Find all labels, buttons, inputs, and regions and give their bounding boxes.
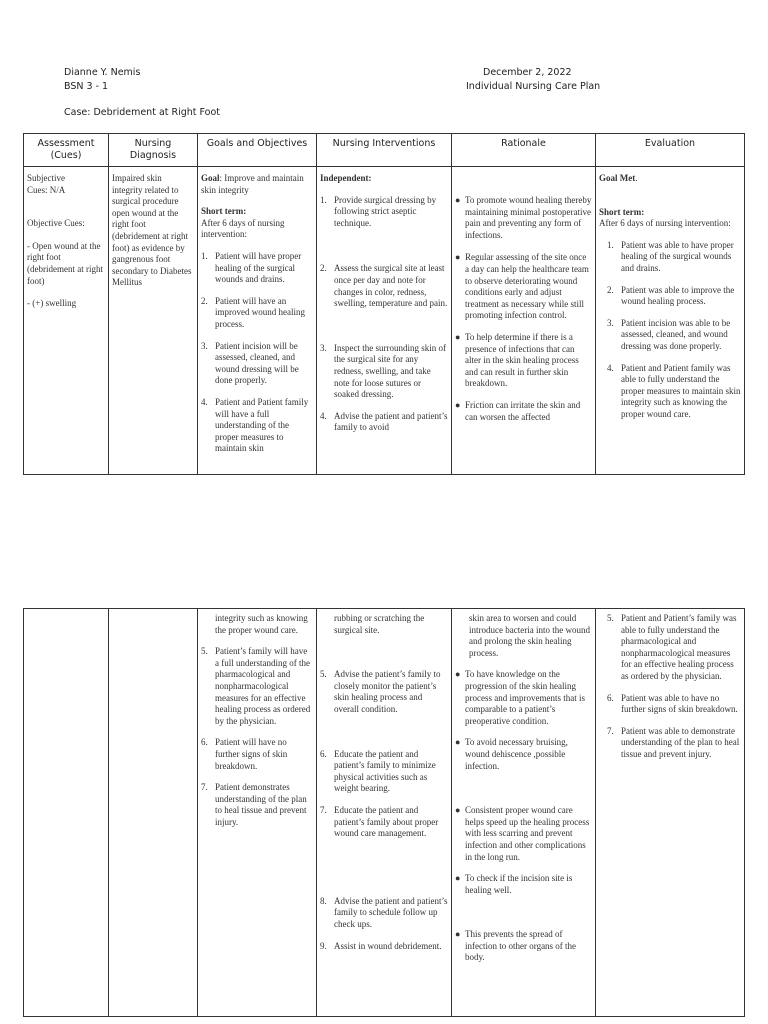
student-name: Dianne Y. Nemis <box>64 67 141 78</box>
interventions-cell-continued <box>317 609 452 1017</box>
item-number: 4. <box>201 396 208 407</box>
list-item <box>455 332 592 390</box>
rationale-cell <box>452 167 596 475</box>
subjective-cues: Subjective Cues: N/A <box>27 173 66 195</box>
bullet-icon: ● <box>455 195 461 205</box>
bullet-icon: ● <box>455 873 461 884</box>
item-text: Assist in wound debridement. <box>334 940 442 951</box>
item-text: To check if the incision site is healing well. <box>465 873 573 895</box>
list-item <box>201 341 313 387</box>
list-item <box>599 693 741 716</box>
item-number: 2. <box>607 284 614 295</box>
item-text: Advise the patient and patient’s family to avoid <box>334 410 448 433</box>
bullet-icon: ● <box>455 399 461 410</box>
evaluation-cell-continued <box>596 609 745 1017</box>
item-text: Patient will have an improved wound healing process. <box>215 295 305 329</box>
list-item <box>455 873 592 896</box>
table-row <box>24 167 745 475</box>
item-text: Consistent proper wound care helps speed up the healing process with less scarring and prevent infection and other complications in the long run. <box>465 805 590 862</box>
list-item <box>599 240 741 275</box>
document-title: Individual Nursing Care Plan <box>466 81 601 92</box>
item-text: To have knowledge on the progression of the skin healing process and improvements that is comparable to a patient’s preoperative condition. <box>465 669 585 726</box>
goal-statement <box>201 173 313 196</box>
item-number: 1. <box>320 194 327 205</box>
item-number: 5. <box>607 613 614 623</box>
list-item <box>201 782 313 828</box>
item-number: 2. <box>201 295 208 306</box>
objective-cue-swelling: - (+) swelling <box>27 298 77 309</box>
independent-label: Independent: <box>320 173 372 183</box>
list-item <box>599 363 741 421</box>
list-item <box>455 805 592 863</box>
item-text: Patient was able to have proper healing of the surgical wounds and drains. <box>621 239 734 273</box>
list-item <box>599 726 741 761</box>
list-item <box>455 669 592 727</box>
evaluation-cell <box>596 167 745 475</box>
list-item <box>320 805 448 840</box>
assessment-cell <box>24 167 109 475</box>
objective-cue-wound: - Open wound at the right foot (debridement at right foot) <box>27 240 103 286</box>
column-header-interventions: Nursing Interventions <box>317 134 452 167</box>
diagnosis-cell-continued <box>109 609 198 1017</box>
list-item <box>455 195 592 241</box>
item-number: 3. <box>320 342 327 353</box>
item-text: Advise the patient’s family to closely monitor the patient’s skin healing process and overall condition. <box>334 669 441 714</box>
care-plan-table-page-1 <box>23 133 745 475</box>
item-text: Patient will have no further signs of skin breakdown. <box>215 737 288 771</box>
eval-short-term-label: Short term: <box>599 206 645 217</box>
short-term-label: Short term: <box>201 206 247 217</box>
item-text: This prevents the spread of infection to other organs of the body. <box>465 929 577 963</box>
list-item <box>599 318 741 353</box>
item-text: Inspect the surrounding skin of the surgical site for any redness, swelling, and take note for loose sutures or soaked dressing. <box>334 342 446 400</box>
list-item <box>201 296 313 331</box>
item-number: 7. <box>320 804 327 815</box>
list-item <box>455 400 592 423</box>
diagnosis-cell <box>109 167 198 475</box>
item-text: Friction can irritate the skin and can worsen the affected <box>465 399 581 422</box>
item-number: 7. <box>607 725 614 736</box>
item-text: Patient demonstrates understanding of the plan to heal tissue and prevent injury. <box>215 782 307 827</box>
goal-met-punct: . <box>635 173 638 183</box>
goal-met-label: Goal Met <box>599 173 636 183</box>
column-header-evaluation: Evaluation <box>596 134 745 167</box>
item-number: 7. <box>201 782 208 793</box>
item-text: Patient was able to have no further signs of skin breakdown. <box>621 692 738 715</box>
item-text: Patient was able to improve the wound healing process. <box>621 284 735 307</box>
care-plan-table-page-2 <box>23 608 745 1017</box>
list-item <box>201 646 313 727</box>
item-number: 4. <box>607 362 614 373</box>
item-number: 5. <box>320 669 327 680</box>
goal-text: : Improve and maintain skin integrity <box>201 173 304 195</box>
interventions-cell <box>317 167 452 475</box>
item-text: Regular assessing of the site once a day can help the healthcare team to observe deteriorating wound conditions early and adjust treatment as necessary while still promoting infection control. <box>465 252 589 321</box>
bullet-icon: ● <box>455 669 461 680</box>
item-text: Patient will have proper healing of the surgical wounds and drains. <box>215 250 302 285</box>
item-text: Patient was able to demonstrate understanding of the plan to heal tissue and prevent injury. <box>621 725 740 759</box>
list-item <box>320 941 448 953</box>
eval-short-term-text: After 6 days of nursing intervention: <box>599 218 731 229</box>
bullet-icon: ● <box>455 252 461 263</box>
list-item <box>320 343 448 401</box>
column-header-rationale: Rationale <box>452 134 596 167</box>
list-item <box>320 669 448 715</box>
item-number: 3. <box>607 317 614 328</box>
list-item <box>599 613 741 683</box>
item-number: 1. <box>607 239 614 250</box>
goal-label: Goal <box>201 173 220 183</box>
list-item <box>599 285 741 308</box>
item-text: Patient’s family will have a full understanding of the pharmacological and nonpharmacological measures for an effective healing process as ordered by the physician. <box>215 646 311 726</box>
column-header-diagnosis: Nursing Diagnosis <box>109 134 198 167</box>
goals-cell <box>198 167 317 475</box>
item-number: 6. <box>607 692 614 703</box>
list-item <box>201 397 313 455</box>
rationale-continuation: skin area to worsen and could introduce bacteria into the wound and prolong the skin healing process. <box>469 613 590 658</box>
short-term-text: After 6 days of nursing intervention: <box>201 217 285 240</box>
bullet-icon: ● <box>455 331 461 342</box>
list-item <box>201 251 313 286</box>
table-header-row <box>24 134 745 167</box>
item-number: 6. <box>320 748 327 759</box>
document-date: December 2, 2022 <box>483 67 572 78</box>
nursing-diagnosis-text: Impaired skin integrity related to surgical procedure open wound at the right foot (debridement at right foot) as evidence by gangrenous foot secondary to Diabetes Mellitus <box>112 173 192 288</box>
item-text: Assess the surgical site at least once per day and note for changes in color, redness, swelling, temperature and pain. <box>334 263 448 309</box>
intervention-continuation: rubbing or scratching the surgical site. <box>334 613 425 635</box>
list-item <box>320 195 448 230</box>
goal-continuation: integrity such as knowing the proper wound care. <box>215 613 308 635</box>
item-text: Patient incision was able to be assessed, cleaned, and wound dressing was done properly. <box>621 317 731 351</box>
bullet-icon: ● <box>455 929 461 940</box>
item-number: 8. <box>320 895 327 906</box>
item-text: Educate the patient and patient’s family to minimize physical activities such as weight bearing. <box>334 748 436 794</box>
list-item <box>201 737 313 772</box>
item-text: To help determine if there is a presence of infections that can alter in the skin healing process and can result in further skin breakdown. <box>465 331 579 389</box>
list-item <box>320 411 448 434</box>
item-text: Patient incision will be assessed, cleaned, and wound dressing will be done properly. <box>215 340 299 386</box>
objective-cues-label: Objective Cues: <box>27 218 85 229</box>
item-number: 4. <box>320 410 327 421</box>
case-title: Case: Debridement at Right Foot <box>64 107 221 118</box>
evaluation-goal <box>599 173 741 185</box>
list-item <box>320 263 448 309</box>
student-section: BSN 3 - 1 <box>64 81 109 92</box>
list-item <box>455 737 592 772</box>
item-text: To promote wound healing thereby maintaining minimal postoperative pain and preventing any form of infections. <box>465 195 592 240</box>
item-number: 3. <box>201 340 208 351</box>
bullet-icon: ● <box>455 737 461 748</box>
item-text: Patient and Patient’s family was able to fully understand the pharmacological and nonpharmacological measures for an effective healing process as ordered by the physician. <box>621 613 737 681</box>
item-number: 9. <box>320 940 327 951</box>
item-number: 5. <box>201 646 208 657</box>
bullet-icon: ● <box>455 805 461 816</box>
table-row <box>24 609 745 1017</box>
item-text: To avoid necessary bruising, wound dehiscence ,possible infection. <box>465 737 568 771</box>
list-item <box>320 749 448 795</box>
column-header-goals: Goals and Objectives <box>198 134 317 167</box>
item-number: 6. <box>201 737 208 748</box>
item-number: 2. <box>320 263 327 274</box>
list-item <box>455 929 592 964</box>
item-text: Patient and Patient family was able to fully understand the proper measures to maintain skin integrity such as knowing the proper wound care. <box>621 362 741 419</box>
item-text: Patient and Patient family will have a full understanding of the proper measures to maintain skin <box>215 396 309 454</box>
rationale-cell-continued <box>452 609 596 1017</box>
item-number: 1. <box>201 250 208 261</box>
list-item <box>320 896 448 931</box>
assessment-cell-continued <box>24 609 109 1017</box>
goals-cell-continued <box>198 609 317 1017</box>
item-text: Advise the patient and patient’s family to schedule follow up check ups. <box>334 895 448 929</box>
list-item <box>455 252 592 322</box>
column-header-assessment: Assessment (Cues) <box>24 134 109 167</box>
item-text: Provide surgical dressing by following strict aseptic technique. <box>334 194 437 228</box>
item-text: Educate the patient and patient’s family about proper wound care management. <box>334 804 439 839</box>
